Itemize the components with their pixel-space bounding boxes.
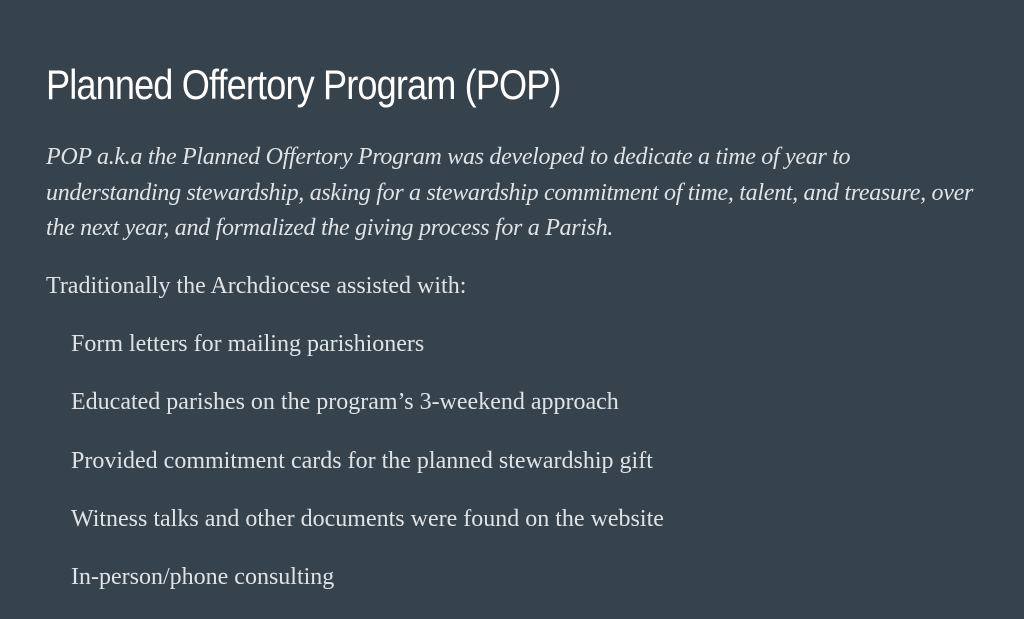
list-item: Provided commitment cards for the planned stewardship gift [71,447,653,474]
list-item: In-person/phone consulting [71,564,335,591]
list-item: Witness talks and other documents were found on the website [71,505,664,532]
intro-paragraph: POP a.k.a the Planned Offertory Program was developed to dedicate a time of year to understanding stewardship, asking for a stewardship commitment of time, talent, and treasure, over the next year, and formalized the giving process for a Parish. [46,144,973,241]
lead-text: Traditionally the Archdiocese assisted with: [46,273,467,299]
list-item: Form letters for mailing parishioners [71,331,425,357]
assistance-list [71,328,664,619]
list-item: Educated parishes on the program’s 3-weekend approach [71,389,619,416]
slide-title: Planned Offertory Program (POP) [46,61,561,108]
